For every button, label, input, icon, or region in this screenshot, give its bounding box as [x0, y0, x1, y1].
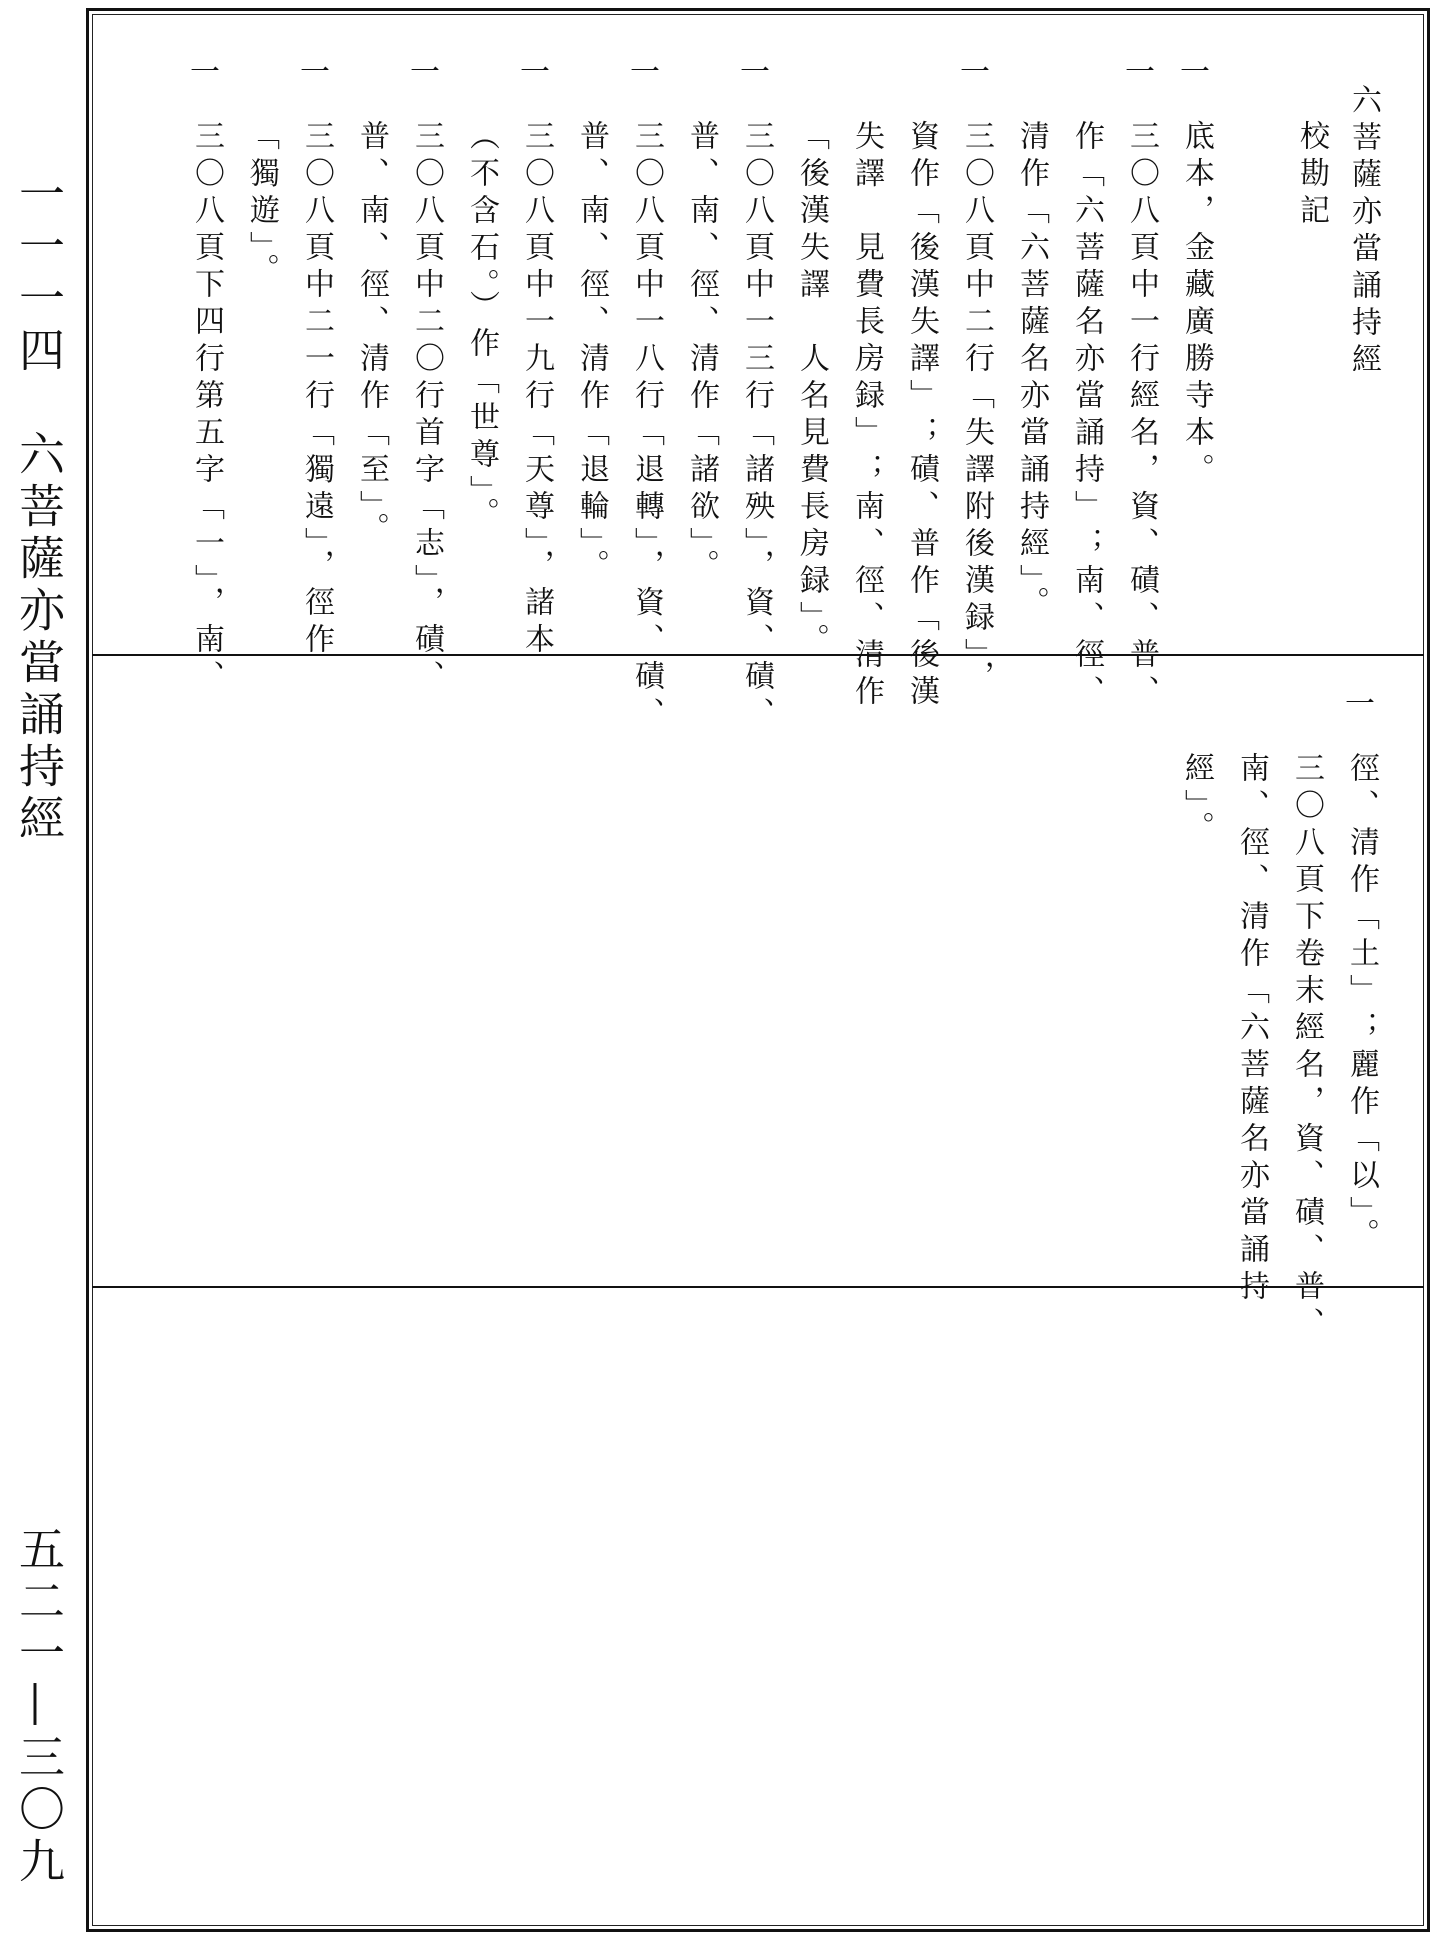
- entry-marker: 一: [1125, 55, 1155, 90]
- entry-marker: 一: [520, 55, 550, 90]
- entry-line: 三〇八頁中一九行「天尊」，諸本: [519, 120, 554, 660]
- entry-line: 普、南、徑、清作「退輪」。: [574, 120, 609, 586]
- entry-marker: 一: [630, 55, 660, 90]
- entry-line: 三〇八頁中一行經名，資、磧、普、: [1124, 120, 1159, 712]
- entry-marker: 一: [300, 55, 330, 90]
- entry-line: 「後漢失譯 人名見費長房録」。: [794, 120, 829, 660]
- entry-line: （不含石。）作「世尊」。: [464, 120, 499, 534]
- entry-marker: 一: [1345, 687, 1375, 722]
- entry-line: 三〇八頁中二一行「獨遠」，徑作: [299, 120, 334, 660]
- entry-line: 南、徑、清作「六菩薩名亦當誦持: [1234, 752, 1269, 1307]
- entry-line: 普、南、徑、清作「諸欲」。: [684, 120, 719, 586]
- entry-line: 三〇八頁中二〇行首字「志」，磧、: [409, 120, 444, 697]
- page-number: 五二一—三〇九: [12, 1525, 66, 1889]
- entry-line: 經」。: [1179, 752, 1214, 848]
- entry-line: 三〇八頁下卷末經名，資、磧、普、: [1289, 752, 1324, 1344]
- section-label: 校勘記: [1294, 120, 1329, 231]
- entry-line: 三〇八頁中一三行「諸殃」，資、磧、: [739, 120, 774, 734]
- entry-line: 失譯 見費長房録」；南、徑、清作: [849, 120, 884, 712]
- entry-marker: 一: [1180, 55, 1210, 90]
- register-divider-2: [92, 1286, 1424, 1288]
- entry-marker: 一: [190, 55, 220, 90]
- entry-line: 三〇八頁中二行「失譯附後漢録」，: [959, 120, 994, 697]
- entry-line: 「獨遊」。: [244, 120, 279, 290]
- entry-marker: 一: [410, 55, 440, 90]
- entry-marker: 一: [960, 55, 990, 90]
- entry-line: 普、南、徑、清作「至」。: [354, 120, 389, 549]
- entry-line: 底本，金藏廣勝寺本。: [1179, 120, 1214, 490]
- entry-line: 徑、清作「土」；麗作「以」。: [1344, 752, 1379, 1255]
- entry-line: 資作「後漢失譯」；磧、普作「後漢: [904, 120, 939, 712]
- entry-line: 三〇八頁中一八行「退轉」，資、磧、: [629, 120, 664, 734]
- volume-title: 一一一四 六菩薩亦當誦持經: [12, 170, 66, 846]
- entry-line: 作「六菩薩名亦當誦持」；南、徑、: [1069, 120, 1104, 712]
- entry-marker: 一: [740, 55, 770, 90]
- entry-line: 三〇八頁下四行第五字「一」，南、: [189, 120, 224, 697]
- sutra-title: 六菩薩亦當誦持經: [1346, 84, 1381, 380]
- entry-line: 清作「六菩薩名亦當誦持經」。: [1014, 120, 1049, 623]
